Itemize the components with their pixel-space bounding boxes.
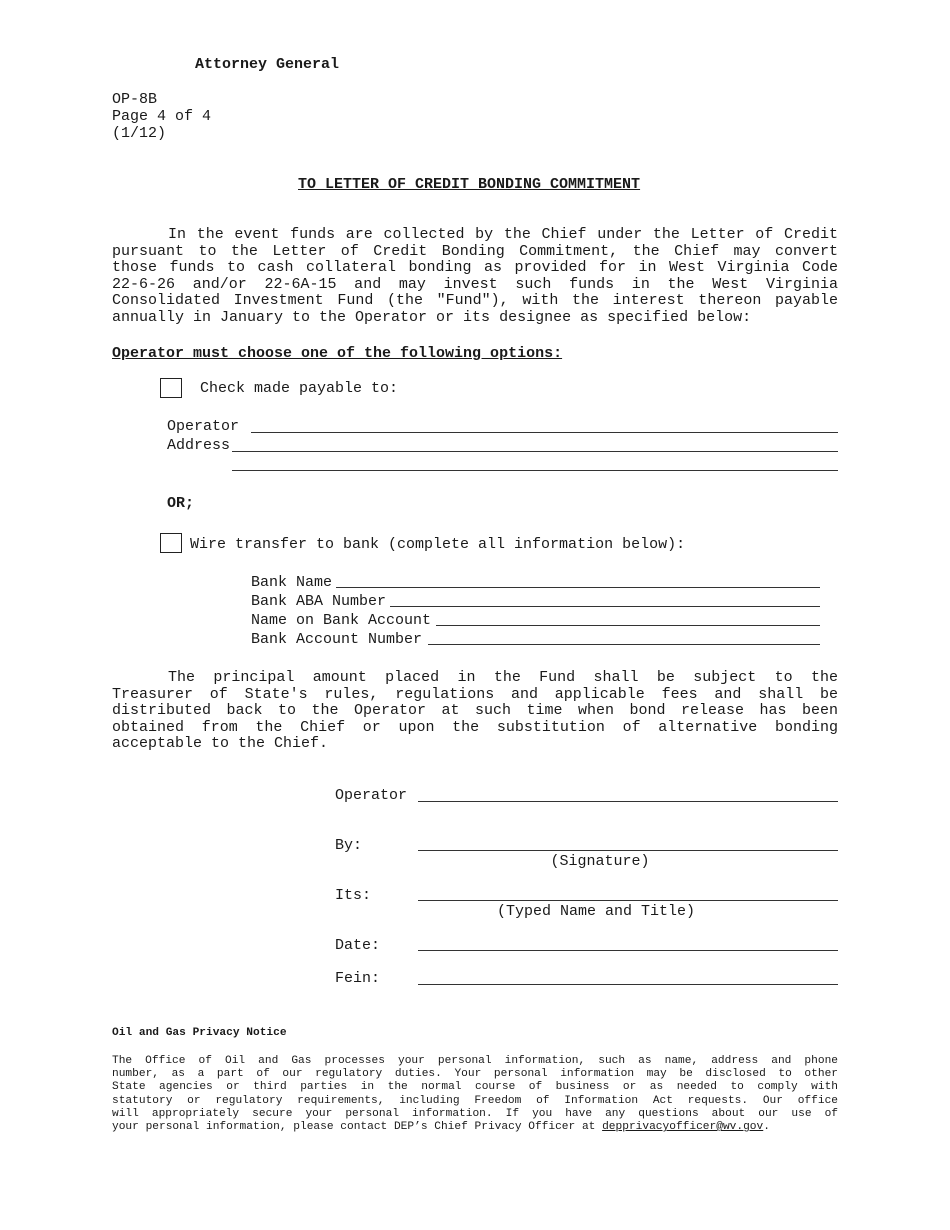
signature-field[interactable]: [418, 850, 838, 851]
check-operator-field[interactable]: [251, 432, 838, 433]
check-option-checkbox[interactable]: [160, 378, 182, 398]
privacy-line: statutory or regulatory requirements, including Freedom of Information Act requests. Our office: [112, 1094, 838, 1107]
privacy-notice: [112, 1055, 838, 1134]
form-id: OP-8B: [112, 91, 158, 108]
date-field[interactable]: [418, 950, 838, 951]
privacy-line: number, as a part of our regulatory duties. Your personal information may be disclosed to other: [112, 1068, 838, 1081]
signature-caption: (Signature): [550, 853, 650, 870]
account-number-label: Bank Account Number: [251, 631, 423, 648]
wire-option-checkbox[interactable]: [160, 533, 182, 553]
principal-line: Treasurer of State's rules, regulations and applicable fees and shall be: [112, 685, 838, 703]
account-name-label: Name on Bank Account: [251, 612, 432, 629]
typed-name-caption: (Typed Name and Title): [496, 903, 696, 920]
check-address-label: Address: [167, 437, 231, 454]
principal-paragraph: [112, 670, 838, 753]
form-revision: (1/12): [112, 125, 167, 142]
bank-name-field[interactable]: [336, 587, 820, 588]
sig-operator-label: Operator: [335, 787, 408, 804]
principal-line: acceptable to the Chief.: [112, 735, 329, 753]
sig-fein-label: Fein:: [335, 970, 381, 987]
privacy-line: will appropriately secure your personal information. If you have any questions about our use of: [112, 1107, 838, 1120]
sig-by-label: By:: [335, 837, 363, 854]
privacy-last-suffix: .: [763, 1121, 770, 1134]
intro-line: 22-6-26 and/or 22-6A-15 and may invest such funds in the West Virginia: [112, 275, 838, 293]
fein-field[interactable]: [418, 984, 838, 985]
principal-line: distributed back to the Operator at such time when bond release has been: [112, 702, 838, 720]
intro-line: Consolidated Investment Fund (the "Fund"), with the interest thereon payable: [112, 292, 838, 310]
sig-date-label: Date:: [335, 937, 381, 954]
page-number: Page 4 of 4: [112, 108, 212, 125]
bank-name-label: Bank Name: [251, 574, 333, 591]
agency-heading: Attorney General: [195, 56, 340, 73]
wire-option-label: Wire transfer to bank (complete all information below):: [190, 536, 686, 553]
intro-line: annually in January to the Operator or its designee as specified below:: [112, 308, 752, 326]
privacy-heading: Oil and Gas Privacy Notice: [112, 1027, 287, 1039]
intro-line: pursuant to the Letter of Credit Bonding Commitment, the Chief may convert: [112, 242, 838, 260]
check-option-label: Check made payable to:: [200, 380, 399, 397]
principal-line: The principal amount placed in the Fund shall be subject to the: [168, 669, 838, 686]
bank-aba-label: Bank ABA Number: [251, 593, 387, 610]
page-title: TO LETTER OF CREDIT BONDING COMMITMENT: [298, 176, 641, 193]
intro-paragraph: [112, 227, 838, 327]
bank-aba-field[interactable]: [390, 606, 820, 607]
privacy-last-line: [112, 1121, 838, 1134]
intro-line: In the event funds are collected by the Chief under the Letter of Credit: [168, 226, 838, 243]
check-operator-label: Operator: [167, 418, 240, 435]
options-heading: Operator must choose one of the following options:: [112, 345, 563, 362]
principal-line: obtained from the Chief or upon the substitution of alternative bonding: [112, 718, 838, 736]
privacy-email-link[interactable]: depprivacyofficer@wv.gov: [602, 1121, 764, 1134]
account-name-field[interactable]: [436, 625, 820, 626]
privacy-last-prefix: your personal information, please contact DEP’s Chief Privacy Officer at: [112, 1121, 603, 1134]
account-number-field[interactable]: [428, 644, 820, 645]
privacy-line: State agencies or third parties in the normal course of business or as needed to comply with: [112, 1081, 838, 1094]
typed-name-field[interactable]: [418, 900, 838, 901]
intro-line: those funds to cash collateral bonding as provided for in West Virginia Code: [112, 259, 838, 277]
or-separator: OR;: [167, 495, 195, 512]
check-address-field-2[interactable]: [232, 470, 838, 471]
sig-operator-field[interactable]: [418, 801, 838, 802]
check-address-field[interactable]: [232, 451, 838, 452]
privacy-line: The Office of Oil and Gas processes your personal information, such as name, address and phone: [112, 1055, 838, 1067]
sig-its-label: Its:: [335, 887, 372, 904]
